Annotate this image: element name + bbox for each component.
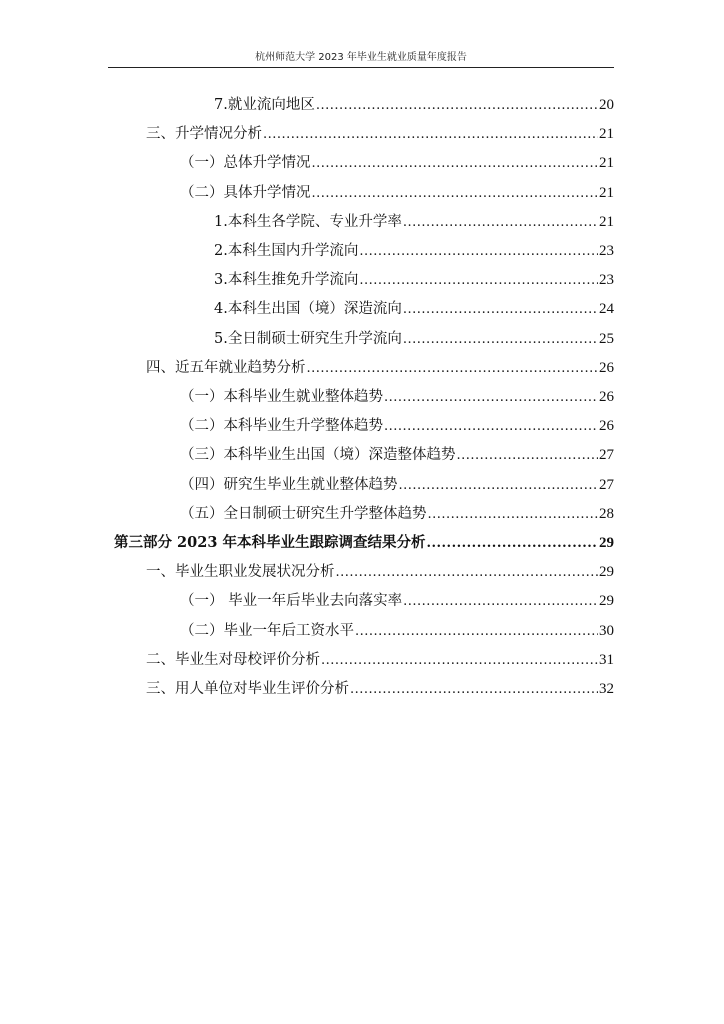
toc-entry-page-number: 21 xyxy=(599,155,614,172)
toc-leader-dots xyxy=(263,127,598,143)
toc-leader-dots xyxy=(312,156,599,172)
toc-entry-page-number: 25 xyxy=(599,330,614,347)
toc-entry[interactable] xyxy=(214,94,614,114)
toc-entry-title: 三、用人单位对毕业生评价分析 xyxy=(146,681,349,697)
toc-entry-title: （一） 毕业一年后毕业去向落实率 xyxy=(180,593,403,610)
toc-entry-page-number: 27 xyxy=(599,447,614,464)
toc-entry[interactable] xyxy=(114,532,614,552)
toc-leader-dots xyxy=(403,594,598,610)
toc-entry-title: 5.全日制硕士研究生升学流向 xyxy=(214,330,402,347)
toc-entry[interactable] xyxy=(214,240,614,260)
toc-entry-title: 二、毕业生对母校评价分析 xyxy=(146,651,320,668)
toc-entry[interactable] xyxy=(180,152,614,172)
toc-entry[interactable] xyxy=(146,678,614,698)
toc-entry-title: （二）具体升学情况 xyxy=(180,184,311,201)
toc-entry-title: 四、近五年就业趋势分析 xyxy=(146,359,306,376)
toc-entry-title: 1.本科生各学院、专业升学率 xyxy=(214,213,402,230)
toc-entry-title: （五）全日制硕士研究生升学整体趋势 xyxy=(180,505,427,522)
toc-entry-page-number: 29 xyxy=(599,593,614,610)
toc-entry[interactable] xyxy=(180,503,614,523)
toc-entry-page-number: 21 xyxy=(599,213,614,230)
toc-entry[interactable] xyxy=(146,561,614,581)
toc-entry-title: 一、毕业生职业发展状况分析 xyxy=(146,564,335,581)
toc-leader-dots xyxy=(457,448,599,464)
running-header: 杭州师范大学 2023 年毕业生就业质量年度报告 xyxy=(255,52,467,63)
toc-entry[interactable] xyxy=(180,386,614,406)
toc-entry-page-number: 21 xyxy=(599,184,614,201)
toc-entry-title: （二）毕业一年后工资水平 xyxy=(180,622,354,639)
toc-entry[interactable] xyxy=(180,590,614,610)
toc-entry-page-number: 26 xyxy=(599,359,614,376)
toc-entry[interactable] xyxy=(214,211,614,231)
toc-entry-title: （一）本科毕业生就业整体趋势 xyxy=(180,389,383,405)
toc-entry-title: （一）总体升学情况 xyxy=(180,155,311,172)
toc-leader-dots xyxy=(316,98,598,114)
toc-entry[interactable] xyxy=(214,298,614,318)
toc-entry-page-number: 26 xyxy=(599,389,614,405)
toc-entry-page-number: 20 xyxy=(599,97,614,113)
toc-leader-dots xyxy=(312,186,599,202)
toc-entry[interactable] xyxy=(214,269,614,289)
toc-leader-dots xyxy=(428,507,599,523)
toc-leader-dots xyxy=(426,536,598,552)
toc-leader-dots xyxy=(355,624,598,640)
toc-entry-page-number: 23 xyxy=(599,272,614,289)
toc-entry-page-number: 21 xyxy=(599,126,614,143)
toc-leader-dots xyxy=(399,478,599,494)
toc-entry-title: 4.本科生出国（境）深造流向 xyxy=(214,301,402,318)
toc-leader-dots xyxy=(350,682,598,698)
toc-leader-dots xyxy=(359,273,598,289)
toc-entry-page-number: 24 xyxy=(599,301,614,318)
toc-leader-dots xyxy=(384,390,598,406)
toc-entry-title: 三、升学情况分析 xyxy=(146,126,262,143)
toc-entry-page-number: 31 xyxy=(599,651,614,668)
toc-entry-title: （四）研究生毕业生就业整体趋势 xyxy=(180,476,398,493)
toc-entry-page-number: 29 xyxy=(599,535,614,551)
toc-leader-dots xyxy=(403,302,598,318)
toc-entry-title: 3.本科生推免升学流向 xyxy=(214,272,359,289)
toc-entry-page-number: 26 xyxy=(599,418,614,435)
toc-entry[interactable] xyxy=(180,620,614,640)
toc-leader-dots xyxy=(307,361,599,377)
toc-entry-title: 7.就业流向地区 xyxy=(214,97,315,113)
toc-entry[interactable] xyxy=(146,123,614,143)
toc-leader-dots xyxy=(403,215,598,231)
toc-entry-title: 第三部分 2023 年本科毕业生跟踪调查结果分析 xyxy=(114,534,426,551)
toc-entry-title: （二）本科毕业生升学整体趋势 xyxy=(180,418,383,435)
toc-entry-page-number: 29 xyxy=(599,564,614,581)
toc-entry[interactable] xyxy=(180,182,614,202)
toc-entry[interactable] xyxy=(180,444,614,464)
toc-leader-dots xyxy=(403,332,598,348)
toc-entry[interactable] xyxy=(180,474,614,494)
toc-entry-page-number: 28 xyxy=(599,505,614,522)
toc-leader-dots xyxy=(359,244,598,260)
toc-leader-dots xyxy=(336,565,599,581)
toc-entry-page-number: 32 xyxy=(599,681,614,697)
toc-entry-page-number: 30 xyxy=(599,622,614,639)
toc-entry-title: （三）本科毕业生出国（境）深造整体趋势 xyxy=(180,447,456,464)
toc-entry[interactable] xyxy=(180,415,614,435)
toc-entry-page-number: 23 xyxy=(599,243,614,259)
toc-entry[interactable] xyxy=(214,328,614,348)
toc-entry[interactable] xyxy=(146,357,614,377)
toc-leader-dots xyxy=(384,419,598,435)
toc-entry-page-number: 27 xyxy=(599,476,614,493)
header-divider xyxy=(108,67,614,68)
toc-entry[interactable] xyxy=(146,649,614,669)
toc-entry-title: 2.本科生国内升学流向 xyxy=(214,243,359,259)
toc-leader-dots xyxy=(321,653,598,669)
